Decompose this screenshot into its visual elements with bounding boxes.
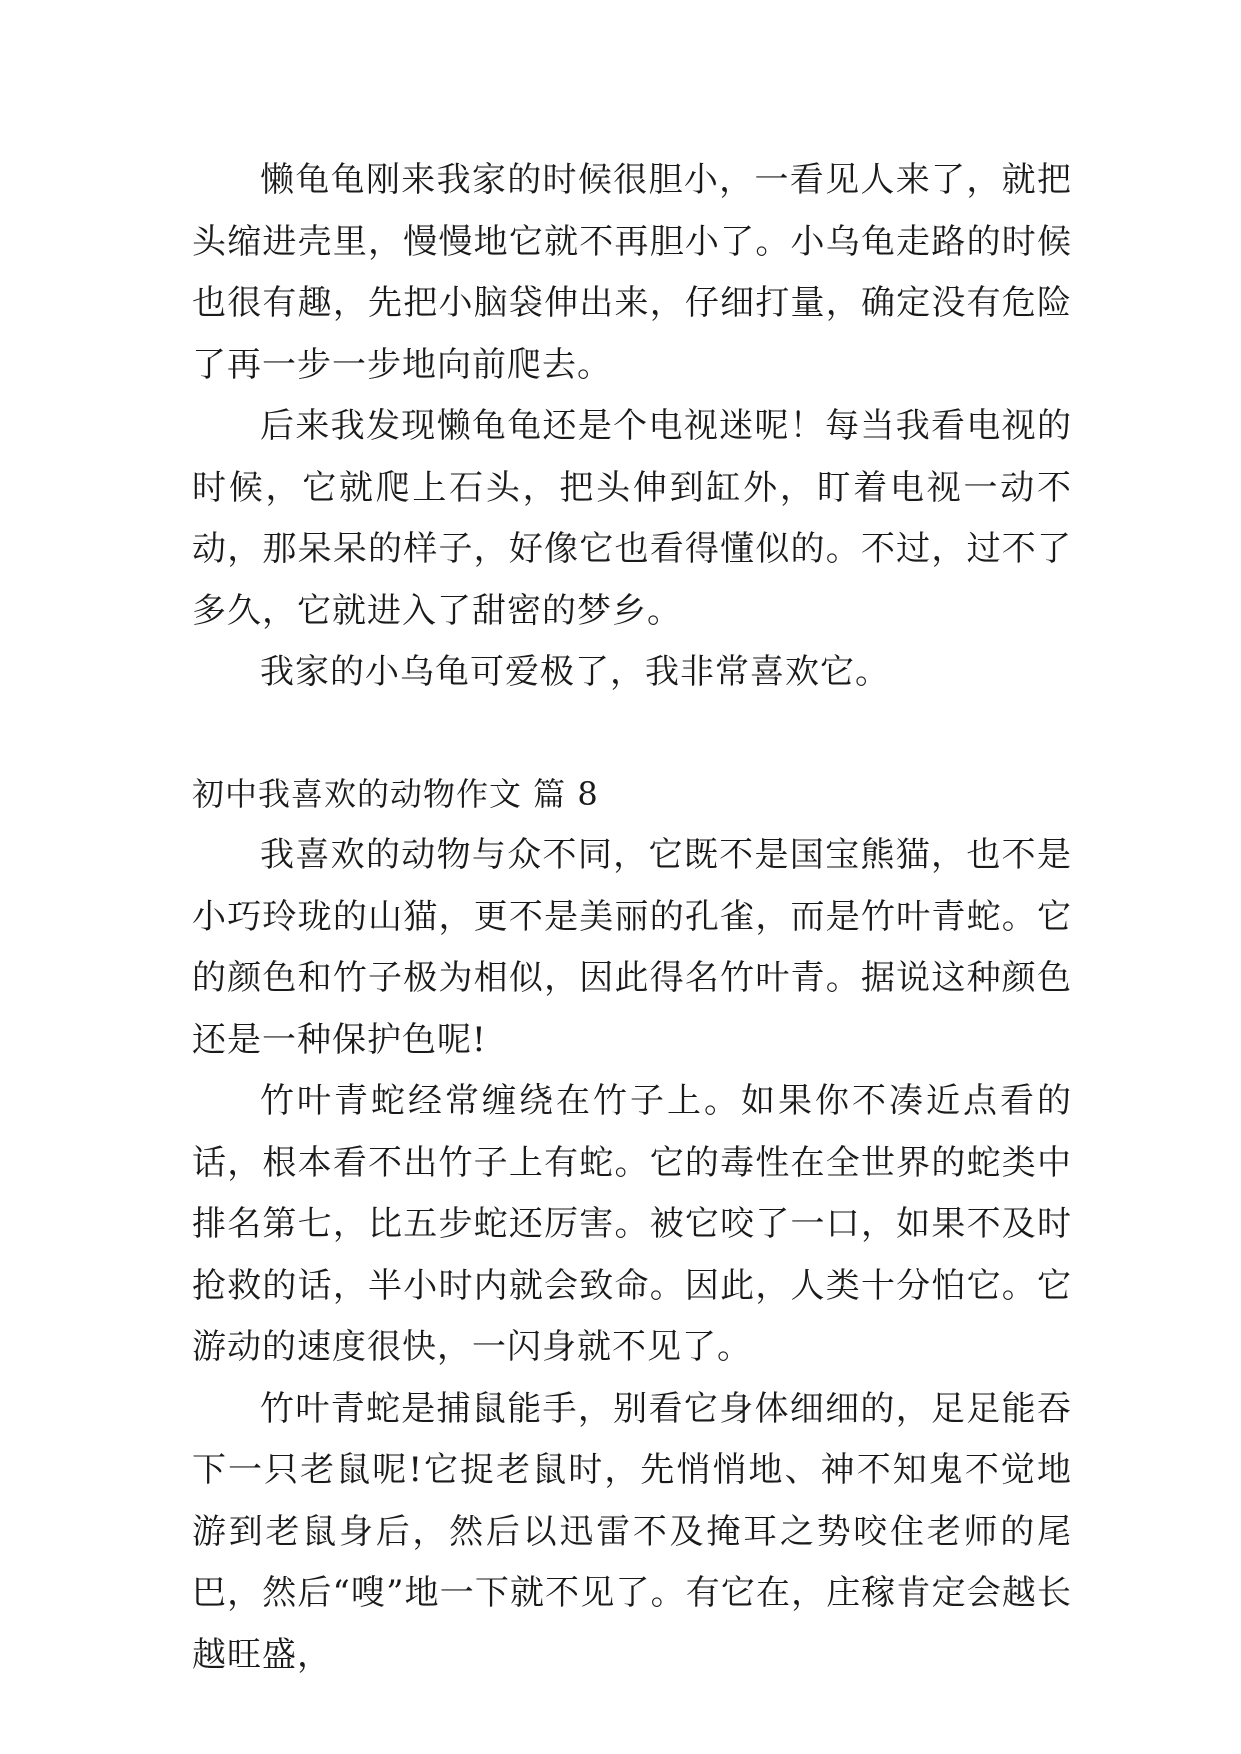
paragraph: 我家的小乌龟可爱极了，我非常喜欢它。 bbox=[260, 652, 890, 692]
paragraph: 我喜欢的动物与众不同，它既不是国宝熊猫，也不是小巧玲珑的山猫，更不是美丽的孔雀，而是竹叶青蛇。它的颜色和竹子极为相似，因此得名竹叶青。据说这种颜色还是一种保护色呢! bbox=[192, 835, 1072, 1060]
paragraph: 懒龟龟刚来我家的时候很胆小，一看见人来了，就把头缩进壳里，慢慢地它就不再胆小了。小乌龟走路的时候也很有趣，先把小脑袋伸出来，仔细打量，确定没有危险了再一步一步地向前爬去。 bbox=[192, 160, 1072, 385]
document-page bbox=[192, 150, 1072, 1686]
paragraph: 竹叶青蛇是捕鼠能手，别看它身体细细的，足足能吞下一只老鼠呢!它捉老鼠时，先悄悄地、神不知鬼不觉地游到老鼠身后，然后以迅雷不及掩耳之势咬住老师的尾巴，然后“嗖”地一下就不见了。有它在，庄稼肯定会越长越旺盛， bbox=[192, 1388, 1072, 1675]
section-gap bbox=[192, 704, 1072, 764]
section-title: 初中我喜欢的动物作文 篇 8 bbox=[192, 774, 599, 813]
paragraph: 竹叶青蛇经常缠绕在竹子上。如果你不凑近点看的话，根本看不出竹子上有蛇。它的毒性在全世界的蛇类中排名第七，比五步蛇还厉害。被它咬了一口，如果不及时抢救的话，半小时内就会致命。因此，人类十分怕它。它游动的速度很快，一闪身就不见了。 bbox=[192, 1081, 1072, 1367]
paragraph: 后来我发现懒龟龟还是个电视迷呢！每当我看电视的时候，它就爬上石头，把头伸到缸外，盯着电视一动不动，那呆呆的样子，好像它也看得懂似的。不过，过不了多久，它就进入了甜密的梦乡。 bbox=[192, 406, 1072, 631]
